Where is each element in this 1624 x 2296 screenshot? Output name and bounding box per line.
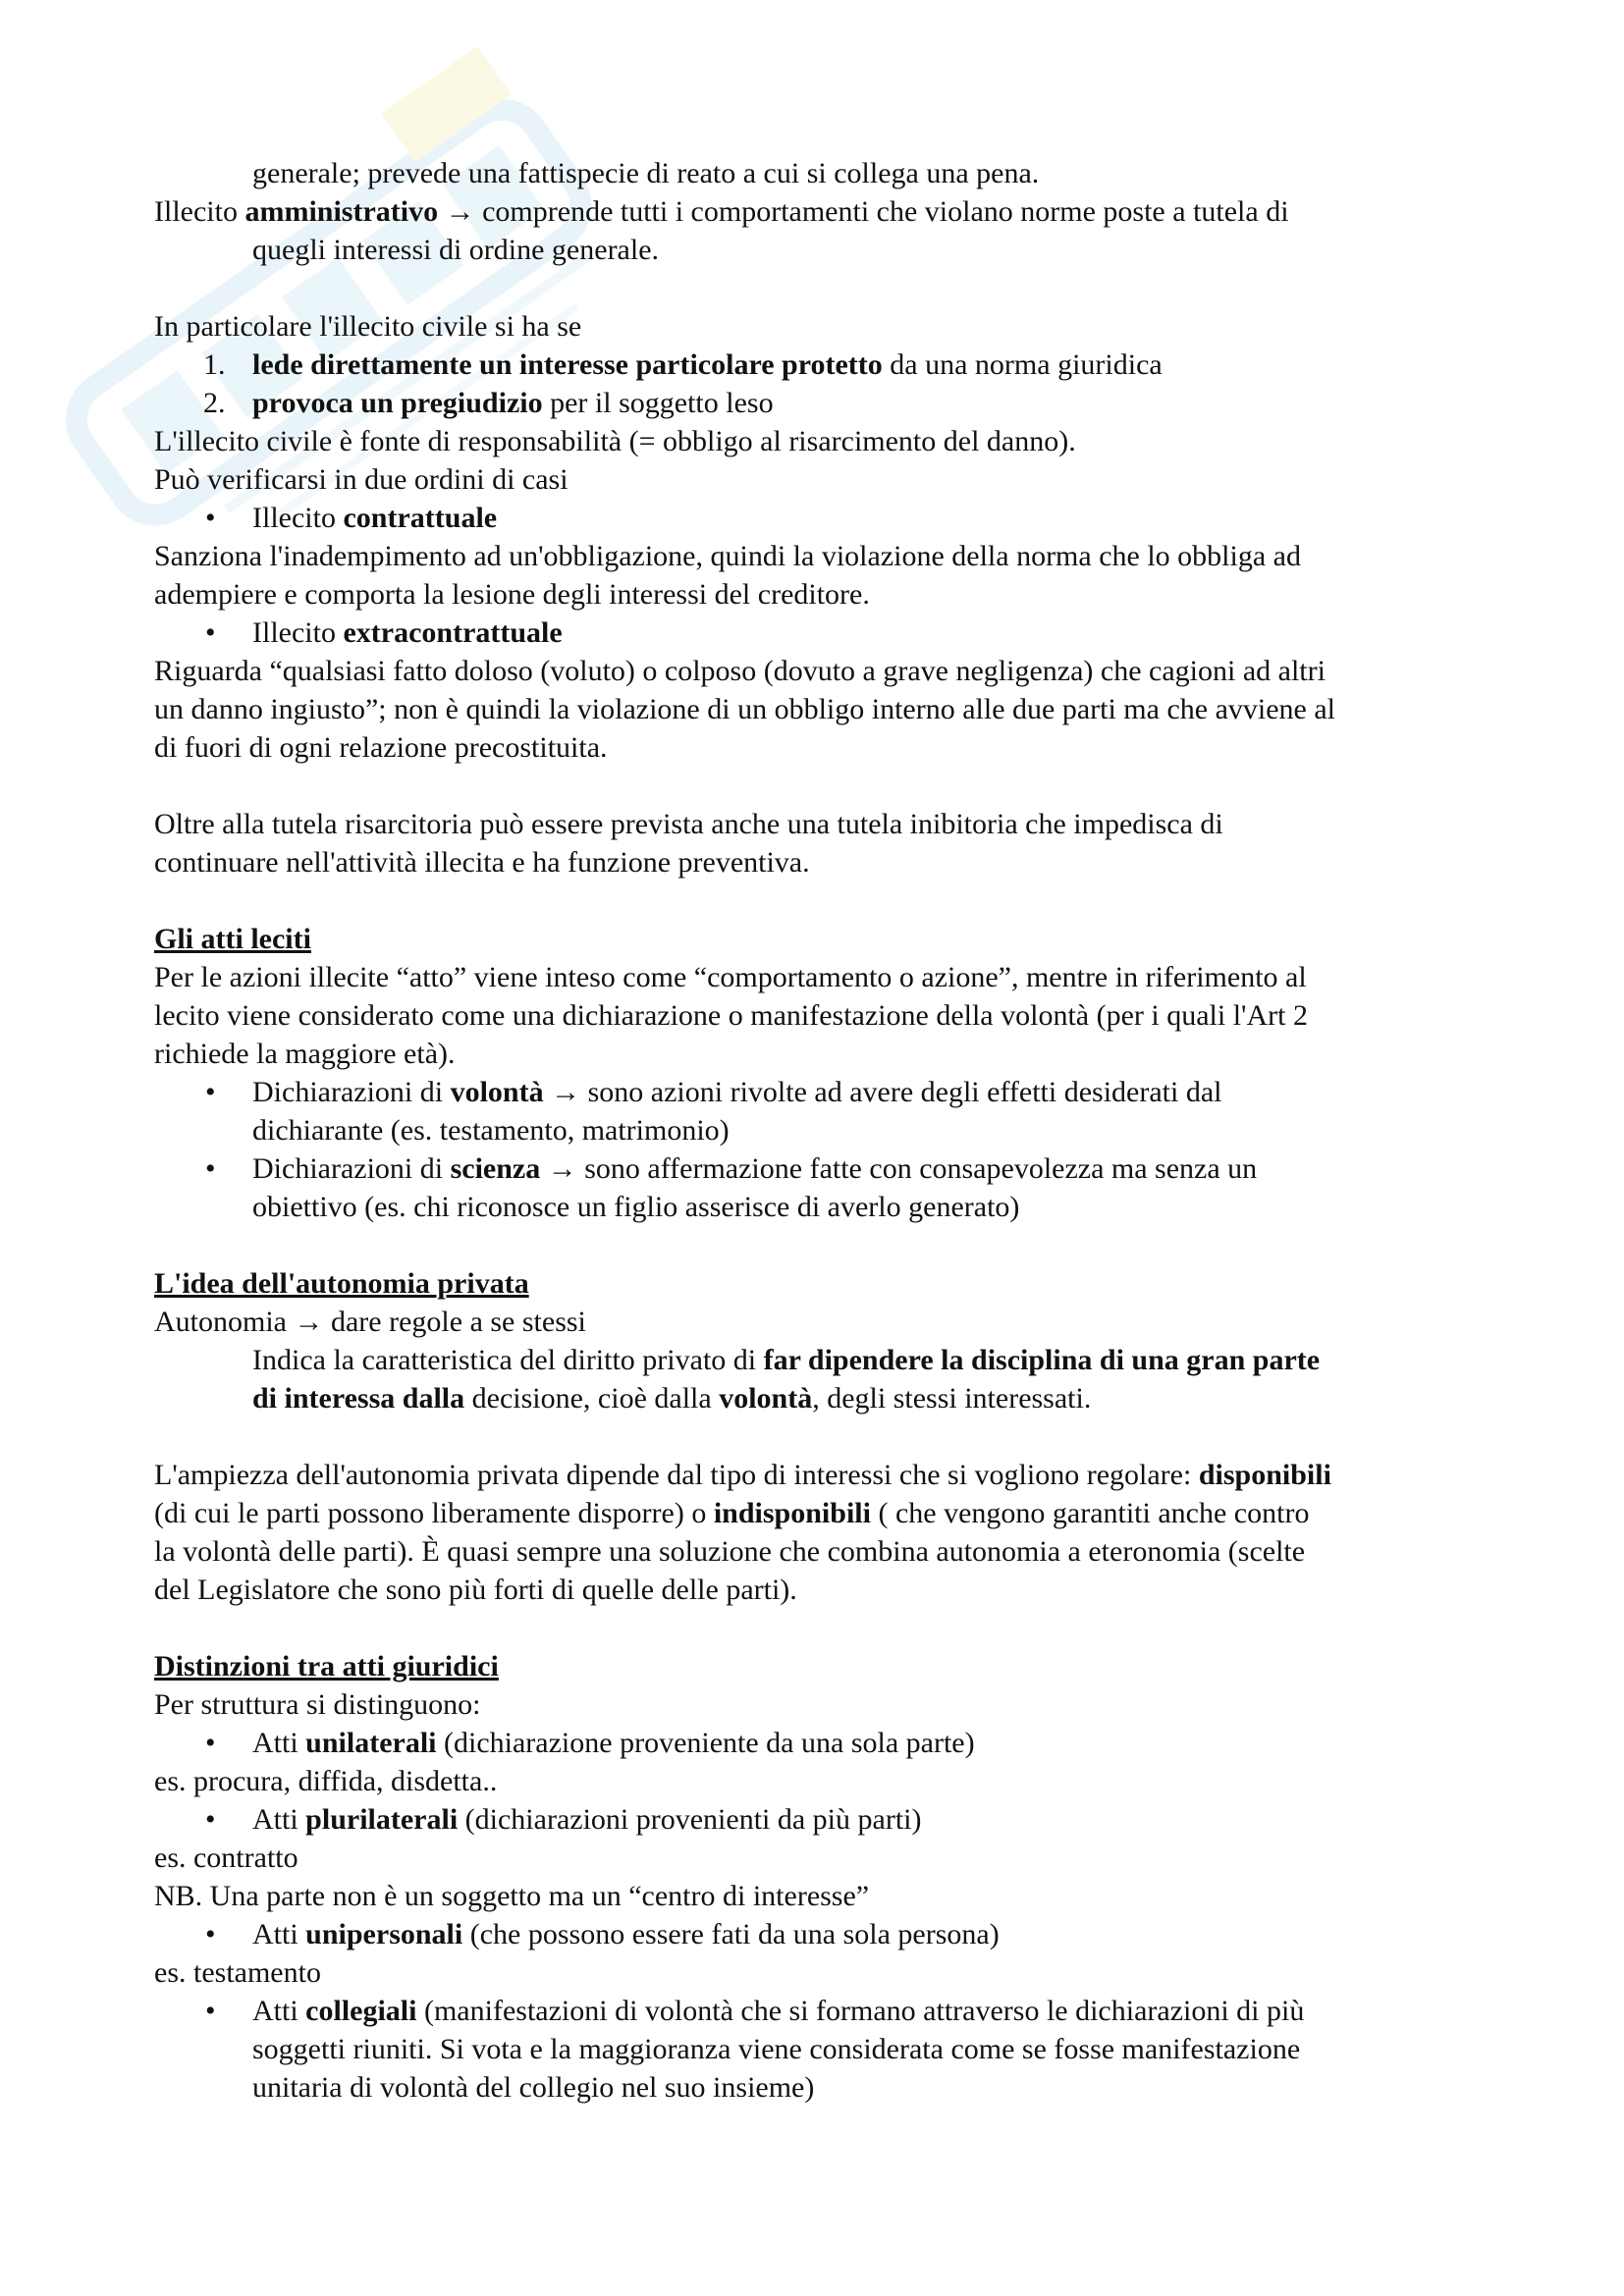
text-run: Riguarda “qualsiasi fatto doloso (voluto) o colposo (dovuto a grave negligenza) che cagioni ad altri	[154, 655, 1326, 687]
text-run: Dichiarazioni di	[252, 1076, 451, 1108]
bold-text: provoca un pregiudizio	[252, 387, 543, 419]
bullet-marker: •	[205, 1803, 216, 1836]
text-run: lecito viene considerato come una dichiarazione o manifestazione della volontà (per i quali l'Art 2	[154, 999, 1308, 1032]
bold-text: lede direttamente un interesse particolare protetto	[252, 348, 883, 381]
text-run: (dichiarazioni provenienti da più parti)	[458, 1803, 922, 1836]
bullet-marker: •	[205, 1076, 216, 1108]
indented-line	[154, 1341, 1489, 1379]
text-line	[154, 1571, 1489, 1609]
text-line	[154, 1685, 1489, 1724]
text-run: un danno ingiusto”; non è quindi la violazione di un obbligo interno alle due parti ma che avviene al	[154, 693, 1336, 725]
text-line	[154, 690, 1489, 728]
text-line	[154, 1303, 1489, 1341]
text-run: Autonomia → dare regole a se stessi	[154, 1306, 586, 1338]
text-run: Atti	[252, 1995, 306, 2027]
text-run: Gli atti leciti	[154, 923, 311, 955]
blank-line	[154, 767, 1489, 805]
text-line	[154, 1839, 1489, 1877]
text-run: Indica la caratteristica del diritto privato di	[252, 1344, 764, 1376]
bullet-marker: •	[205, 616, 216, 649]
text-run: → sono affermazione fatte con consapevolezza ma senza un	[540, 1152, 1258, 1185]
indented-line	[154, 231, 1489, 269]
indented-line	[154, 2068, 1489, 2107]
bold-text: collegiali	[305, 1995, 417, 2027]
text-line	[154, 1532, 1489, 1571]
text-run: , degli stessi interessati.	[812, 1382, 1092, 1415]
text-run: (dichiarazione proveniente da una sola parte)	[436, 1727, 975, 1759]
bold-text: indisponibili	[713, 1497, 871, 1529]
text-run: In particolare l'illecito civile si ha se	[154, 310, 582, 343]
text-line	[154, 996, 1489, 1035]
text-run: → comprende tutti i comportamenti che violano norme poste a tutela di	[438, 195, 1289, 228]
text-line	[154, 1953, 1489, 1992]
text-line	[154, 805, 1489, 843]
list-number: 1.	[203, 348, 226, 381]
bold-text: extracontrattuale	[343, 616, 563, 649]
text-line	[154, 422, 1489, 460]
text-run: di fuori di ogni relazione precostituita.	[154, 731, 608, 764]
text-run: richiede la maggiore età).	[154, 1038, 456, 1070]
bold-text: disponibili	[1198, 1459, 1331, 1491]
text-line	[154, 1035, 1489, 1073]
numbered-item	[154, 384, 1489, 422]
indented-line	[154, 1379, 1489, 1417]
text-run: adempiere e comporta la lesione degli interessi del creditore.	[154, 578, 870, 611]
text-run: unitaria di volontà del collegio nel suo insieme)	[252, 2071, 815, 2104]
bullet-item	[154, 614, 1489, 652]
bold-text: plurilaterali	[305, 1803, 459, 1836]
text-run: del Legislatore che sono più forti di quelle delle parti).	[154, 1574, 797, 1606]
bullet-item	[154, 1724, 1489, 1762]
text-run: NB. Una parte non è un soggetto ma un “centro di interesse”	[154, 1880, 870, 1912]
text-run: (che possono essere fati da una sola persona)	[462, 1918, 1000, 1950]
bullet-marker: •	[205, 1918, 216, 1950]
text-run: Oltre alla tutela risarcitoria può essere prevista anche una tutela inibitoria che impedisca di	[154, 808, 1223, 840]
bold-text: amministrativo	[244, 195, 439, 228]
text-line	[154, 728, 1489, 767]
bold-text: volontà	[450, 1076, 544, 1108]
blank-line	[154, 1609, 1489, 1647]
text-run: es. testamento	[154, 1956, 321, 1989]
text-run: da una norma giuridica	[882, 348, 1163, 381]
text-line	[154, 1456, 1489, 1494]
text-line	[154, 460, 1489, 499]
text-run: la volontà delle parti). È quasi sempre una soluzione che combina autonomia a eteronomia (scelte	[154, 1535, 1306, 1568]
numbered-item	[154, 346, 1489, 384]
text-run: Distinzioni tra atti giuridici	[154, 1650, 499, 1682]
text-run: continuare nell'attività illecita e ha funzione preventiva.	[154, 846, 810, 879]
text-run: Dichiarazioni di	[252, 1152, 451, 1185]
blank-line	[154, 881, 1489, 920]
indented-line	[154, 1111, 1489, 1149]
text-run: soggetti riuniti. Si vota e la maggioranza viene considerata come se fosse manifestazione	[252, 2033, 1301, 2065]
bold-text: contrattuale	[343, 502, 498, 534]
bold-text: volontà	[719, 1382, 813, 1415]
text-line	[154, 537, 1489, 575]
text-run: Sanziona l'inadempimento ad un'obbligazione, quindi la violazione della norma che lo obbliga ad	[154, 540, 1301, 572]
text-run: quegli interessi di ordine generale.	[252, 234, 660, 266]
bullet-item	[154, 1149, 1489, 1188]
text-run: Per le azioni illecite “atto” viene inteso come “comportamento o azione”, mentre in riferimento al	[154, 961, 1307, 993]
text-line	[154, 652, 1489, 690]
text-run: generale; prevede una fattispecie di reato a cui si collega una pena.	[252, 157, 1040, 189]
text-run: dichiarante (es. testamento, matrimonio)	[252, 1114, 730, 1147]
section-heading	[154, 920, 1489, 958]
list-number: 2.	[203, 387, 226, 419]
text-run: L'illecito civile è fonte di responsabilità (= obbligo al risarcimento del danno).	[154, 425, 1076, 457]
text-run: (manifestazioni di volontà che si formano attraverso le dichiarazioni di più	[416, 1995, 1305, 2027]
text-line	[154, 307, 1489, 346]
indented-line	[154, 2030, 1489, 2068]
bullet-item	[154, 1992, 1489, 2030]
text-run: obiettivo (es. chi riconosce un figlio asserisce di averlo generato)	[252, 1191, 1020, 1223]
document-body	[154, 154, 1489, 2107]
text-line	[154, 575, 1489, 614]
indented-line	[154, 1188, 1489, 1226]
text-run: Può verificarsi in due ordini di casi	[154, 463, 568, 496]
bullet-item	[154, 1915, 1489, 1953]
bold-text: di interessa dalla	[252, 1382, 465, 1415]
bold-text: scienza	[450, 1152, 541, 1185]
text-run: (di cui le parti possono liberamente disporre) o	[154, 1497, 714, 1529]
text-run: Atti	[252, 1727, 306, 1759]
bullet-item	[154, 499, 1489, 537]
bold-text: unipersonali	[305, 1918, 463, 1950]
blank-line	[154, 269, 1489, 307]
text-run: Per struttura si distinguono:	[154, 1688, 481, 1721]
text-run: L'ampiezza dell'autonomia privata dipende dal tipo di interessi che si vogliono regolare:	[154, 1459, 1199, 1491]
text-line	[154, 958, 1489, 996]
text-run: per il soggetto leso	[542, 387, 774, 419]
bold-text: unilaterali	[305, 1727, 437, 1759]
text-line	[154, 192, 1489, 231]
section-heading	[154, 1647, 1489, 1685]
text-run: L'idea dell'autonomia privata	[154, 1267, 529, 1300]
text-line	[154, 1877, 1489, 1915]
text-run: es. procura, diffida, disdetta..	[154, 1765, 498, 1797]
section-heading	[154, 1264, 1489, 1303]
bullet-marker: •	[205, 1152, 216, 1185]
blank-line	[154, 1417, 1489, 1456]
text-run: ( che vengono garantiti anche contro	[870, 1497, 1310, 1529]
text-run: Illecito	[252, 502, 344, 534]
text-run: Illecito	[154, 195, 245, 228]
text-line	[154, 1762, 1489, 1800]
bullet-marker: •	[205, 502, 216, 534]
bullet-marker: •	[205, 1995, 216, 2027]
bullet-marker: •	[205, 1727, 216, 1759]
text-run: Atti	[252, 1918, 306, 1950]
text-line	[154, 843, 1489, 881]
text-run: → sono azioni rivolte ad avere degli effetti desiderati dal	[543, 1076, 1222, 1108]
text-line	[154, 1494, 1489, 1532]
indented-line	[154, 154, 1489, 192]
bold-text: far dipendere la disciplina di una gran parte	[763, 1344, 1321, 1376]
text-run: decisione, cioè dalla	[464, 1382, 720, 1415]
text-run: Illecito	[252, 616, 344, 649]
text-run: es. contratto	[154, 1842, 298, 1874]
bullet-item	[154, 1800, 1489, 1839]
bullet-item	[154, 1073, 1489, 1111]
text-run: Atti	[252, 1803, 306, 1836]
blank-line	[154, 1226, 1489, 1264]
